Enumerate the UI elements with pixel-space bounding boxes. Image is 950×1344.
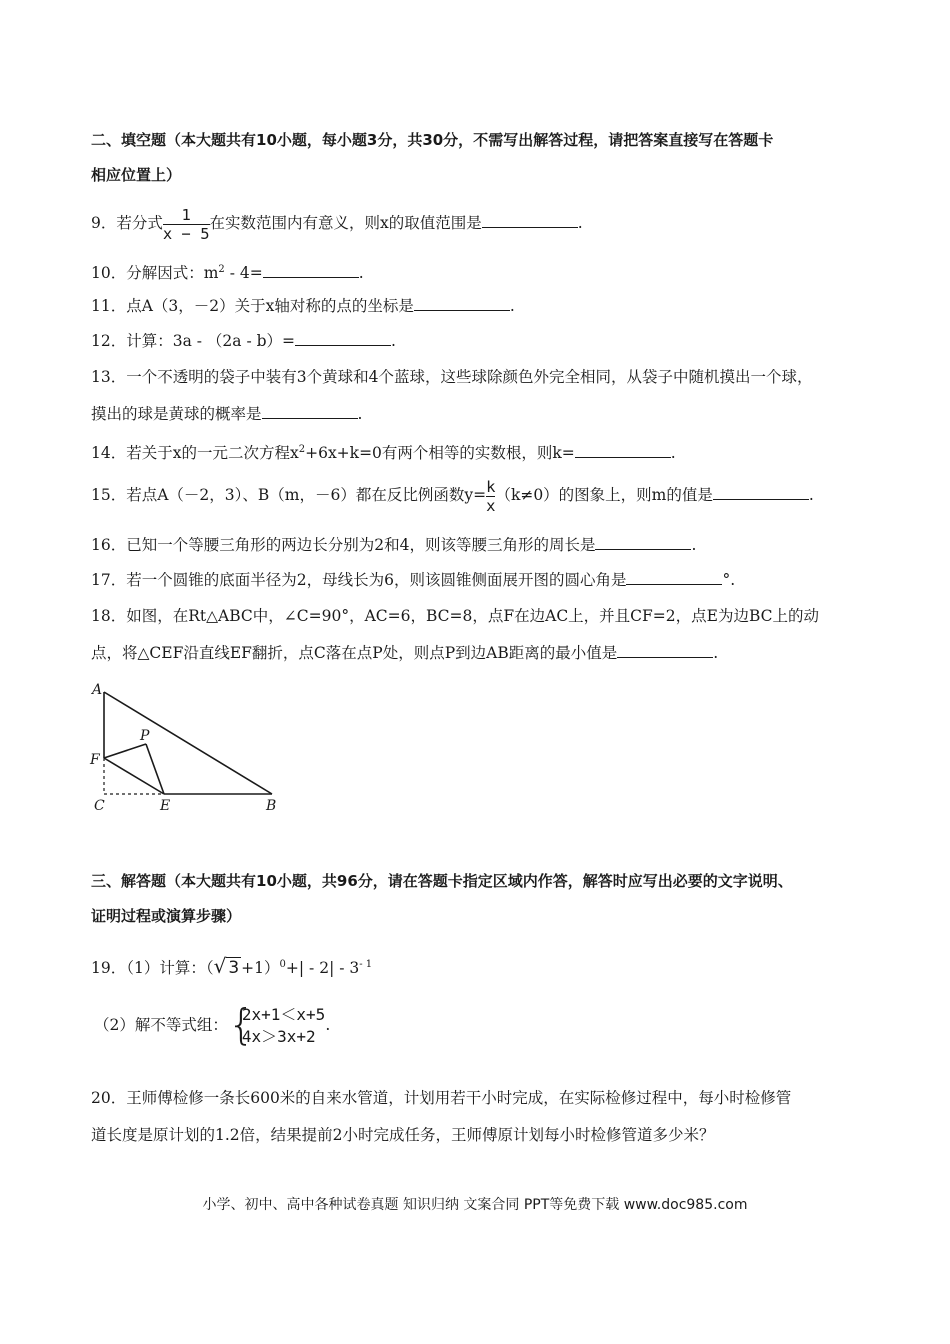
q19-ineq1: 2x+1＜x+5 bbox=[241, 1005, 326, 1024]
q12-end: . bbox=[391, 332, 396, 350]
question-13-line2 bbox=[91, 404, 362, 424]
q19-sup-neg1: - 1 bbox=[359, 959, 373, 970]
segment-FP bbox=[104, 744, 146, 758]
label-E: E bbox=[160, 798, 171, 814]
q14-end: . bbox=[670, 444, 676, 462]
q16-end: . bbox=[691, 536, 697, 554]
q16-answer-blank[interactable] bbox=[595, 535, 691, 550]
q12-prefix: 12．计算：3a - （2a - b）= bbox=[91, 332, 296, 350]
q17-answer-blank[interactable] bbox=[626, 570, 722, 585]
section3-heading-line1: 三、解答题（本大题共有10小题，共96分，请在答题卡指定区域内作答，解答时应写出必要的文字说明、 bbox=[91, 872, 793, 890]
q9-suffix: 在实数范围内有意义，则x的取值范围是 bbox=[209, 214, 482, 232]
question-14 bbox=[91, 440, 676, 463]
q12-answer-blank[interactable] bbox=[295, 331, 391, 346]
q15-prefix: 15．若点A（－2，3）、B（m，－6）都在反比例函数y= bbox=[91, 486, 487, 504]
q19-radicand: 3 bbox=[228, 958, 240, 978]
triangle-figure bbox=[88, 680, 288, 815]
q10-sup: 2 bbox=[218, 264, 225, 275]
q19-part1-tail: +| - 2| - 3 bbox=[285, 959, 360, 977]
q9-end: . bbox=[577, 214, 583, 232]
q13-prefix: 摸出的球是黄球的概率是 bbox=[91, 405, 262, 423]
q9-fraction bbox=[163, 206, 210, 243]
q13-answer-blank[interactable] bbox=[262, 404, 358, 419]
label-B: B bbox=[266, 798, 277, 814]
question-17 bbox=[91, 570, 735, 590]
q15-answer-blank[interactable] bbox=[713, 485, 809, 500]
q17-prefix: 17．若一个圆锥的底面半径为2，母线长为6，则该圆锥侧面展开图的圆心角是 bbox=[91, 571, 627, 589]
question-19-part2 bbox=[94, 1000, 330, 1050]
q10-suffix: - 4= bbox=[224, 264, 263, 282]
question-12 bbox=[91, 331, 396, 351]
q14-sup: 2 bbox=[298, 444, 306, 455]
section2-heading-line2: 相应位置上） bbox=[91, 166, 182, 184]
q14-suffix: +6x+k=0有两个相等的实数根，则k= bbox=[305, 444, 575, 462]
q15-end: . bbox=[808, 486, 814, 504]
section3-heading-line2: 证明过程或演算步骤） bbox=[91, 907, 242, 925]
label-A: A bbox=[92, 682, 103, 698]
question-13-line1: 13．一个不透明的袋子中装有3个黄球和4个蓝球，这些球除颜色外完全相同，从袋子中随机摸出一个球， bbox=[91, 368, 813, 386]
question-20-line2: 道长度是原计划的1.2倍，结果提前2小时完成任务，王师傅原计划每小时检修管道多少米？ bbox=[91, 1126, 715, 1144]
q15-suffix: （k≠0）的图象上，则m的值是 bbox=[495, 486, 713, 504]
q19-part2-prefix: （2）解不等式组： bbox=[94, 1016, 228, 1034]
q19-sup0: 0 bbox=[279, 959, 286, 970]
q11-answer-blank[interactable] bbox=[414, 296, 510, 311]
brace-symbol: { bbox=[227, 1000, 255, 1049]
q18-answer-blank[interactable] bbox=[617, 643, 713, 658]
q10-prefix: 10．分解因式：m bbox=[91, 264, 219, 282]
sqrt-symbol: √ 3 bbox=[213, 954, 240, 978]
inequality-system bbox=[227, 1000, 326, 1049]
q11-prefix: 11．点A（3，－2）关于x轴对称的点的坐标是 bbox=[91, 297, 414, 315]
q15-frac-den: x bbox=[486, 496, 496, 515]
question-18-line2 bbox=[91, 643, 718, 663]
q9-frac-den: x − 5 bbox=[162, 224, 210, 243]
question-10 bbox=[91, 260, 364, 283]
q13-end: . bbox=[357, 405, 363, 423]
question-18-line1: 18．如图，在Rt△ABC中，∠C=90°，AC=6，BC=8，点F在边AC上，并且CF=2，点E为边BC上的动 bbox=[91, 607, 819, 625]
q17-end: °. bbox=[722, 571, 736, 589]
q19-end: . bbox=[325, 1016, 331, 1034]
segment-AB bbox=[104, 692, 272, 794]
q11-end: . bbox=[509, 297, 515, 315]
q10-end: . bbox=[358, 264, 364, 282]
q16-prefix: 16．已知一个等腰三角形的两边长分别为2和4，则该等腰三角形的周长是 bbox=[91, 536, 596, 554]
segment-FE bbox=[104, 758, 164, 794]
question-20-line1: 20．王师傅检修一条长600米的自来水管道，计划用若干小时完成，在实际检修过程中，每小时检修管 bbox=[91, 1089, 792, 1107]
q18-end: . bbox=[713, 644, 719, 662]
q14-answer-blank[interactable] bbox=[575, 443, 671, 458]
question-11 bbox=[91, 296, 515, 316]
q18-prefix: 点，将△CEF沿直线EF翻折，点C落在点P处，则点P到边AB距离的最小值是 bbox=[91, 644, 618, 662]
label-C: C bbox=[94, 798, 105, 814]
question-19-part1 bbox=[91, 950, 372, 983]
page-footer: 小学、初中、高中各种试卷真题 知识归纳 文案合同 PPT等免费下载 www.doc985.com bbox=[202, 1197, 748, 1213]
segment-PE bbox=[146, 744, 164, 794]
q9-answer-blank[interactable] bbox=[482, 213, 578, 228]
question-15 bbox=[91, 476, 814, 515]
q19-part1-suffix: +1） bbox=[241, 959, 280, 977]
section2-heading-line1: 二、填空题（本大题共有10小题，每小题3分，共30分，不需写出解答过程，请把答案直接写在答题卡 bbox=[91, 131, 774, 149]
q19-ineq2: 4x＞3x+2 bbox=[241, 1027, 316, 1046]
q9-frac-num: 1 bbox=[181, 205, 191, 224]
q14-prefix: 14．若关于x的一元二次方程x bbox=[91, 444, 299, 462]
q9-prefix: 9．若分式 bbox=[91, 214, 163, 232]
q10-answer-blank[interactable] bbox=[263, 263, 359, 278]
q19-part1-prefix: 19．（1）计算：（ bbox=[91, 959, 214, 977]
q15-frac-num: k bbox=[486, 477, 496, 496]
question-16 bbox=[91, 535, 696, 555]
label-P: P bbox=[140, 728, 150, 744]
question-9 bbox=[91, 204, 583, 243]
label-F: F bbox=[90, 752, 100, 768]
